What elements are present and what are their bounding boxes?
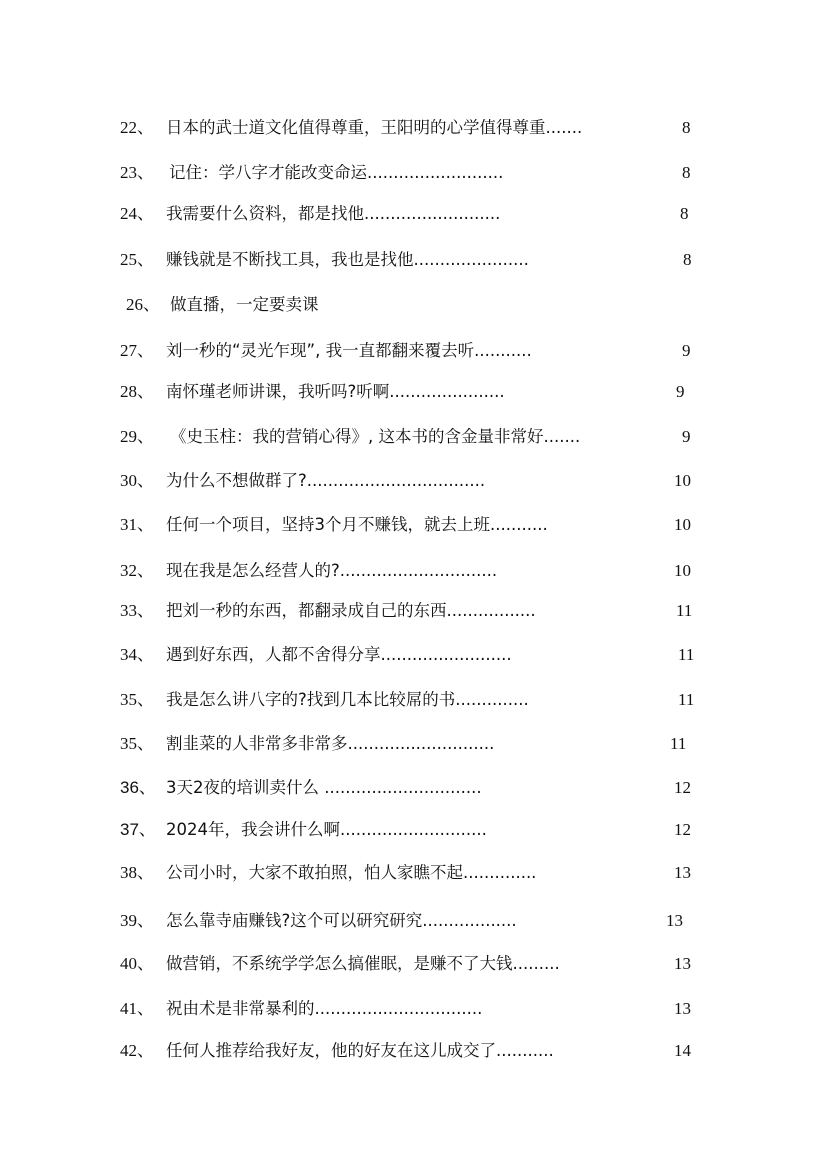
toc-entry[interactable] [0, 1036, 827, 1066]
entry-page-number: 11 [678, 645, 695, 664]
entry-number: 29、 [120, 427, 154, 446]
toc-entry[interactable] [0, 290, 827, 320]
entry-number: 26、 [126, 295, 160, 314]
entry-title: 我是怎么讲八字的?找到几本比较屌的书.............. [166, 690, 529, 709]
entry-title: 3天2夜的培训卖什么 .............................. [166, 778, 482, 797]
entry-page-number: 8 [680, 204, 689, 223]
entry-title: 日本的武士道文化值得尊重，王阳明的心学值得尊重....... [166, 118, 583, 137]
toc-entry[interactable] [0, 245, 827, 275]
toc-entry[interactable] [0, 994, 827, 1024]
toc-entry[interactable] [0, 906, 827, 936]
entry-number: 28、 [120, 382, 154, 401]
entry-number: 25、 [120, 250, 154, 269]
toc-entry[interactable] [0, 377, 827, 407]
entry-page-number: 12 [674, 778, 691, 797]
entry-title: 2024年，我会讲什么啊............................ [166, 820, 487, 839]
toc-entry[interactable] [0, 729, 827, 759]
entry-title: 刘一秒的“灵光乍现”, 我一直都翻来覆去听........... [166, 341, 532, 360]
entry-title: 南怀瑾老师讲课，我听吗?听啊...................... [166, 382, 505, 401]
entry-number: 27、 [120, 341, 154, 360]
entry-page-number: 9 [676, 382, 685, 401]
toc-entry[interactable] [0, 113, 827, 143]
entry-title: 现在我是怎么经营人的?.............................. [166, 561, 498, 580]
entry-number: 33、 [120, 601, 154, 620]
entry-number: 35、 [120, 690, 154, 709]
entry-title: 做直播，一定要卖课 [170, 295, 319, 314]
entry-number: 34、 [120, 645, 154, 664]
entry-page-number: 8 [682, 118, 691, 137]
entry-title: 赚钱就是不断找工具，我也是找他...................... [166, 250, 529, 269]
toc-entry[interactable] [0, 510, 827, 540]
entry-number: 32、 [120, 561, 154, 580]
entry-title: 做营销，不系统学学怎么搞催眠，是赚不了大钱......... [166, 954, 560, 973]
toc-entry[interactable] [0, 158, 827, 188]
entry-title: 《史玉柱：我的营销心得》, 这本书的含金量非常好....... [170, 427, 581, 446]
entry-number: 39、 [120, 911, 154, 930]
toc-entry[interactable] [0, 466, 827, 496]
entry-title: 为什么不想做群了?.................................. [166, 471, 486, 490]
entry-number: 40、 [120, 954, 154, 973]
toc-entry[interactable] [0, 596, 827, 626]
entry-page-number: 13 [666, 911, 683, 930]
entry-page-number: 10 [674, 561, 691, 580]
entry-page-number: 8 [682, 163, 691, 182]
entry-page-number: 13 [674, 863, 691, 882]
entry-title: 祝由术是非常暴利的................................ [166, 999, 483, 1018]
toc-entry[interactable] [0, 949, 827, 979]
entry-number: 42、 [120, 1041, 154, 1060]
entry-title: 遇到好东西，人都不舍得分享......................... [166, 645, 512, 664]
entry-title: 公司小时，大家不敢拍照，怕人家瞧不起.............. [166, 863, 537, 882]
entry-number: 31、 [120, 515, 154, 534]
entry-number: 41、 [120, 999, 154, 1018]
entry-page-number: 13 [674, 954, 691, 973]
entry-number: 23、 [120, 163, 154, 182]
entry-page-number: 9 [682, 341, 691, 360]
entry-number: 35、 [120, 734, 154, 753]
entry-page-number: 11 [670, 734, 687, 753]
entry-title: 割韭菜的人非常多非常多............................ [166, 734, 495, 753]
entry-page-number: 13 [674, 999, 691, 1018]
entry-number: 37、 [120, 820, 156, 839]
toc-entry[interactable] [0, 858, 827, 888]
toc-entry[interactable] [0, 773, 827, 803]
entry-page-number: 9 [682, 427, 691, 446]
toc-entry[interactable] [0, 815, 827, 845]
entry-page-number: 10 [674, 515, 691, 534]
entry-number: 30、 [120, 471, 154, 490]
toc-entry[interactable] [0, 640, 827, 670]
entry-title: 把刘一秒的东西，都翻录成自己的东西................. [166, 601, 536, 620]
entry-page-number: 11 [678, 690, 695, 709]
entry-title: 怎么靠寺庙赚钱?这个可以研究研究.................. [166, 911, 517, 930]
entry-page-number: 8 [683, 250, 692, 269]
toc-entry[interactable] [0, 685, 827, 715]
entry-page-number: 12 [674, 820, 691, 839]
entry-title: 任何人推荐给我好友，他的好友在这儿成交了........... [166, 1041, 554, 1060]
toc-entry[interactable] [0, 199, 827, 229]
entry-page-number: 10 [674, 471, 691, 490]
entry-number: 36、 [120, 778, 156, 797]
entry-number: 22、 [120, 118, 154, 137]
toc-entry[interactable] [0, 556, 827, 586]
entry-title: 任何一个项目，坚持3个月不赚钱，就去上班........... [166, 515, 548, 534]
entry-page-number: 14 [674, 1041, 691, 1060]
entry-number: 24、 [120, 204, 154, 223]
entry-title: 我需要什么资料，都是找他.......................... [166, 204, 501, 223]
toc-entry[interactable] [0, 336, 827, 366]
entry-page-number: 11 [676, 601, 693, 620]
entry-title: 记住：学八字才能改变命运.......................... [169, 163, 504, 182]
toc-entry[interactable] [0, 422, 827, 452]
entry-number: 38、 [120, 863, 154, 882]
